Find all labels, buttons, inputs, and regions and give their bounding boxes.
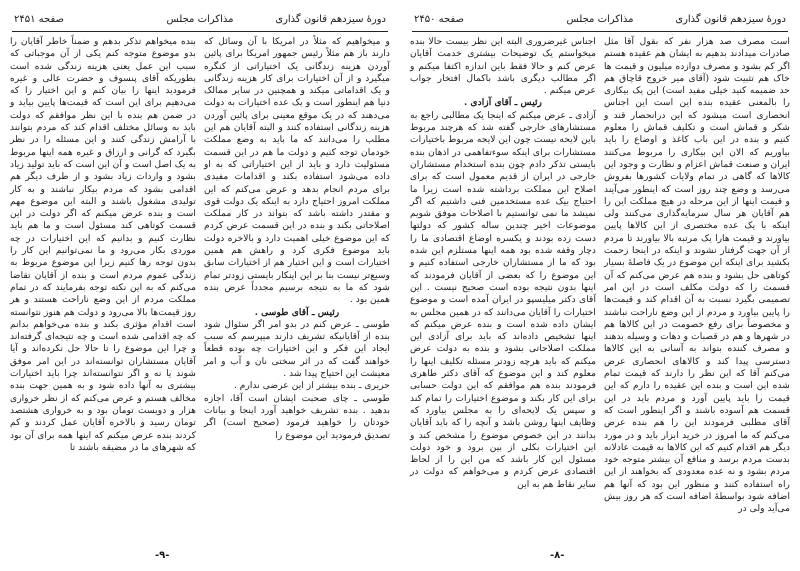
page-header xyxy=(14,12,386,30)
right-page xyxy=(400,0,800,571)
paragraph: و میخواهیم که مثلاً در امریکا با آن وسائل که دارند باز هم مثلاً رئیس جمهور امریکا برای پائین آوردن هزینه زندگانی یک اختیاراتی از کنگره میگیرد و از آن اختیارات برای کار هزینه زندگانی و یک اقداماتی میکند و همچنین در سایر ممالک دنیا هم اینطور است و یک عده اختیارات به دولت می‌دهند که در یک موقع معینی برای پائین آوردن هزینه زندگانی استفاده کنند و البته آقایان هم این مطلب را می‌دانند که ما باید به وضع مملکت خودمان توجه کنیم و دولت ما هم در این قسمت مسئولیت دارد و باید از این اختیاراتی که به او داده می‌شود استفاده بکند و اقدامات مفیدی برای مردم انجام بدهد و عرض می‌کنم که این مملکت امروز احتیاج دارد به اینکه یک دولت قوی و مقتدر داشته باشد که بتواند در کار مملکت اصلاحاتی بکند و بنده در این قسمت عرض کردم که این موضوع خیلی اهمیت دارد و بالاخره دولت باید موضوع فکری کرد و راهش هم همین اختیارات است و این اختیار هم از اختیارات سابق وسیع‌تر نیست بنا بر این اینکار بایستی زودتر تمام شود که ما به نتیجه برسیم مجدداً عرض بنده همین بود . xyxy=(204,36,390,306)
text-column-left xyxy=(10,36,196,454)
speaker-heading: رئیس ـ آقای آزادی . xyxy=(464,97,542,109)
text-column-right xyxy=(604,36,790,516)
paragraph: بنده میخواهم تذکر بدهم و ضمناً خاطر آقایان را بدو موضوع متوجه کنم یکی از آن موجباتی که سبب این عمل یعنی هزینه زندگی شده است بطوریکه آقای پنسوف و حضرت عالی و غیره فرمودید اینها را بیان کنم و این اختیار را که می‌دهیم برای این است که قیمت‌ها پایین بیاید و در ضمن هم بنده با این نظر موافقم که دولت باید به وسائل مختلف اقدام کند که مردم بتوانند با آرامش زندگی کنند و این مسئله را در نظر بگیرد که گرانی و ارزاق و غیره همه اینها مربوط به یک اصل است و آن این است که باید تولید زیاد بشود و واردات زیاد بشود و از طرف دیگر هم اقدامی بشود که مردم بیکار نباشند و به کار تولیدی مشغول باشند و البته این موضوع مهم است و بنده عرض میکنم که اگر دولت در این قسمت کوتاهی کند مسئول است و ما هم باید نظارت کنیم و بدانیم که این اختیارات در چه موردی بکار می‌رود و ما نمی‌توانیم این کار را بدون توجه رها کنیم زیرا این موضوع مربوط به زندگی عموم مردم است و بنده از آقایان تقاضا می‌کنم که به این نکته توجه بفرمایند که در تمام مملکت مردم از این وضع ناراحت هستند و هر روز قیمت‌ها بالا می‌رود و دولت هم هنوز نتوانسته است اقدام مؤثری بکند و بنده می‌خواهم بدانم که چه اقدامی شده است و چه نتیجه‌ای گرفته‌اند و چرا این موضوع را تا حالا حل نکرده‌اند و آیا آقایان مستشاران توانسته‌اند در این امر موفق شوند یا نه و اگر نتوانسته‌اند چرا باید اختیارات بیشتری به آنها داده شود و به همین جهت بنده مخالف هستم و عرض می‌کنم که از نظر خرواری هزار و دویست تومان بود و به خرواری هشتصد تومان رسید و بالاخره آقایان عمل کردند و کم کردند بنده عرض میکنم که اینها همه برای آن بود که شهرهای ما در مضیقه باشند تا xyxy=(10,36,196,453)
text-column-left xyxy=(410,36,596,491)
session-label: دورهٔ سیزدهم قانون گذاری xyxy=(275,14,386,25)
paragraph: طوسی ـ عرض کنم در بدو امر اگر سئوال شود بنده از آقایانیکه تشریف دارند میپرسم که سبب ایجاد این فکر و این اختیارات چه بوده قطعاً خواهند گفت که در اثر سختی نان و آب و امر معیشت این احتیاج پیدا شد . xyxy=(204,318,390,380)
session-label: دورهٔ سیزدهم قانون گذاری xyxy=(675,14,786,25)
paragraph: است مصرف صد هزار نفر که بقول آقا مثل صادرات میدادند بدهیم به ایشان هم عقیده هستم اگر کم بشود و مصرف دوازده میلیون و قیمت ها خاک هم تثبیت شود (آقای میر خروج قاچاق هم حد ضمیمه کنید خیلی مفید است) این یک بیکاری را بالمعنی عقیده بنده این است این اجناس انحصاری است میشود که این درانحصار قند و شکر و قماش است و تکلیف قماش را معلوم کنیم و بنده در این باب کاغذ و اوضاع را باید بیاوریم که الان این بیکاری را مربوط می‌کنند ایران و صنعت قماش اعزام و نظارت و وجود این کالاها که گاهی در تمام ولایات کشورها بفروش می‌رسد و وضع چند روز است که اینطور می‌آیند و قیمت اینها از این مرحله در هیچ مملکت این را هم آقایان هر سال سرمایه‌گذاری می‌کنند ولی اینکه با یک عده مختصری از این کالاها پایین بیاورند و قیمت هارا یک مرتبه بالا بیاورند تا مردم از آن جهت گرفتار نشوند و اینکه در اینجا زحمت بکشید برای اینکه این موضوع در یک فاصلهٔ بسیار کوتاهی حل بشود و بنده هم عرض می‌کنم که آن قسمت را که دولت مکلف است در این امر تصمیمی بگیرد نسبت به آن اقدام کند و قیمت‌ها را پایین بیاورد و مردم از این وضع ناراحت نباشند و مخصوصاً برای رفع خصومت در این کالاها هم در شهرها و هم در قصبات و دهات و وسیله بدهند و مصرف کننده بتواند به آسانی به این کالاها دسترسی پیدا کند و کالاهای انحصاری عرض می‌کنم آقا که این نظر را دارند که قیمت تمام شده این است و بنده این عقیده را دارم که این قیمت را باید پایین آورد و مردم باید در این قسمت هم آسوده باشند و اگر اینطور است که آقای مطلبی فرمودند این را هم بنده عرض می‌کنم که ما امروز در خرید ابزار باید و در مورد دیگر هم اقدام کنیم که این کالاها به قیمت عادلانه بدست مردم برسد و منافع آن بیشتر متوجه خود مردم بشود و نه عده معدودی که بخواهند از این راه استفاده کنند و منظور این بود که آنها هم اضافه شود بواسطهٔ اضافه است که هر روز بیش می‌آید ولی در xyxy=(604,36,790,515)
paragraph: طوسی ـ چای صحبت ایشان است آقا، اجازه بدهید . بنده تشریف خواهید آورد اینجا و بیانات خودتان را خواهید فرمود (صحیح است) اگر تصدیق فرمودید این موضوع را xyxy=(204,392,390,441)
page-number: صفحه ۲۴۵۰ xyxy=(414,14,465,25)
header-rule xyxy=(12,31,388,32)
page-footer-number: -۹- xyxy=(155,550,170,561)
header-title: مذاکرات مجلس xyxy=(166,14,234,25)
header-title: مذاکرات مجلس xyxy=(566,14,634,25)
paragraph: حریری ـ بنده بیشتر از این عرضی ندارم . xyxy=(233,380,390,392)
text-column-right xyxy=(204,36,390,442)
page-number: صفحه ۲۴۵۱ xyxy=(14,14,65,25)
paragraph: اجناس غیرضروری البته این نظر بیست حالا بنده میخواستم یک توضیحات بیشتری خدمت آقایان عرض کنم و حالا فقط باین اندازه اکتفا میکنم و اگر مطالب دیگری باشد باکمال افتخار جواب عرض میکنم . xyxy=(410,36,596,97)
paragraph: آزادی ـ عرض میکنم که اینجا یک مطالبی راجع به مستشارهای خارجی گفته شد که هرچند مربوط باین لایحه نیست چون این لایحه مربوط باختیارات مستشارات برای اینکه سوءتفاهمی در اذهان بنده بایستی تذکر دادم چون بنده استخدام مستشاران خارجی در ایران از قدیم معمول است که برای اصلاح این مملکت برداشته شده است زیرا ما احتیاج بیک عده مستخدمین فنی داشتیم که اگر نمیشد ما نمی توانستیم با اصلاحات موفق شویم موضوعات اخیر چندین ساله کشور که دولتها دست زده بودند و یکسره اوضاع اقتصادی ما را دچار وقفه شده بود همه اینها مستلزم این شده بود که ما از مستشاران خارجی استفاده کنیم و این موضوع را که بعضی از آقایان فرمودند که اینها بدون نتیجه بوده است صحیح نیست . این آقای دکتر میلیسپو در ایران آمده است و موضوع اختیارات را آقایان می‌دانند که در همین مجلس به ایشان داده شده است و بنده عرض میکنم که اینها تشخیص داده‌اند که باید برای آزادی این مملکت اصلاحاتی بشود و بنده به دولت عرض میکنم که باید هرچه زودتر مسئله تکلیف اینها را معلوم کند و این موضوع که آقای دکتر طاهری فرمودند بنده هم موافقم که این دولت حسابی برای این کار بکند و موضوع اختیارات را تمام کند و سپس یک لایحه‌ای را به مجلس بیاورد که وظایف اینها روشن باشد و آنچه را که باید آقایان بدانند در این خصوص موضوع را مشخص کند و این اختیارات بکلی از بین برود و خود دولت مسئول این کار باشد که من این را از لحاظ اقتصادی عرض کردم و می‌خواهم که دولت در سایر نقاط هم به این xyxy=(410,109,596,490)
header-rule xyxy=(412,31,788,32)
speaker-heading: رئیس ـ آقای طوسی . xyxy=(254,306,340,318)
page-footer-number: -۸- xyxy=(550,550,565,561)
page-header xyxy=(414,12,786,30)
